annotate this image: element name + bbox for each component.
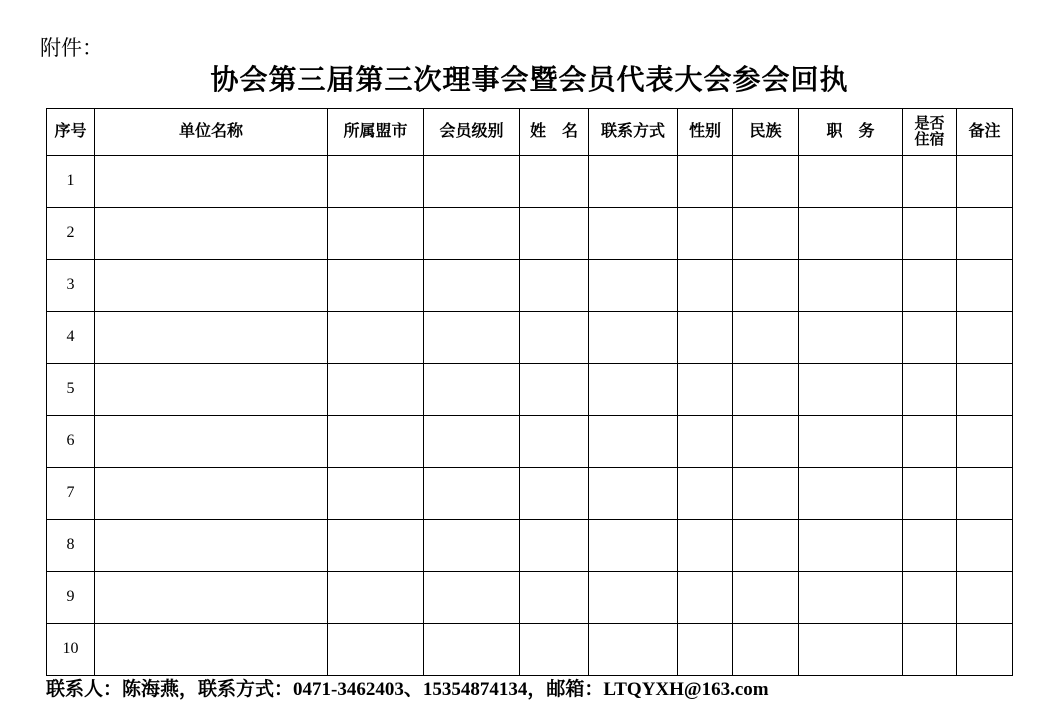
cell-member-level[interactable]	[424, 572, 520, 624]
cell-contact[interactable]	[589, 624, 678, 676]
cell-city[interactable]	[328, 468, 424, 520]
cell-ethnicity[interactable]	[733, 260, 799, 312]
column-header-member-level: 会员级别	[424, 109, 520, 156]
cell-member-level[interactable]	[424, 260, 520, 312]
cell-lodging[interactable]	[903, 156, 957, 208]
cell-unit-name[interactable]	[95, 572, 328, 624]
cell-remark[interactable]	[957, 364, 1013, 416]
cell-seq: 7	[47, 468, 95, 520]
table-row	[47, 416, 1013, 468]
cell-unit-name[interactable]	[95, 260, 328, 312]
table-body	[47, 156, 1013, 676]
column-header-name: 姓 名	[520, 109, 589, 156]
cell-position[interactable]	[799, 260, 903, 312]
table-row	[47, 260, 1013, 312]
cell-lodging[interactable]	[903, 312, 957, 364]
cell-seq: 2	[47, 208, 95, 260]
cell-contact[interactable]	[589, 156, 678, 208]
cell-ethnicity[interactable]	[733, 312, 799, 364]
column-header-seq: 序号	[47, 109, 95, 156]
cell-lodging[interactable]	[903, 208, 957, 260]
cell-contact[interactable]	[589, 520, 678, 572]
cell-remark[interactable]	[957, 520, 1013, 572]
cell-seq: 4	[47, 312, 95, 364]
page-title: 协会第三届第三次理事会暨会员代表大会参会回执	[210, 65, 849, 96]
cell-contact[interactable]	[589, 572, 678, 624]
column-header-lodging-line1: 是否	[914, 115, 945, 132]
cell-city[interactable]	[328, 520, 424, 572]
cell-name[interactable]	[520, 364, 589, 416]
cell-lodging[interactable]	[903, 416, 957, 468]
cell-position[interactable]	[799, 520, 903, 572]
cell-name[interactable]	[520, 156, 589, 208]
cell-position[interactable]	[799, 416, 903, 468]
cell-remark[interactable]	[957, 208, 1013, 260]
cell-city[interactable]	[328, 156, 424, 208]
column-header-contact: 联系方式	[589, 109, 678, 156]
cell-ethnicity[interactable]	[733, 468, 799, 520]
cell-ethnicity[interactable]	[733, 208, 799, 260]
cell-contact[interactable]	[589, 260, 678, 312]
cell-contact[interactable]	[589, 312, 678, 364]
cell-gender[interactable]	[678, 156, 733, 208]
cell-contact[interactable]	[589, 416, 678, 468]
table-header	[47, 109, 1013, 156]
cell-name[interactable]	[520, 468, 589, 520]
cell-name[interactable]	[520, 416, 589, 468]
cell-gender[interactable]	[678, 208, 733, 260]
cell-gender[interactable]	[678, 468, 733, 520]
cell-position[interactable]	[799, 156, 903, 208]
cell-member-level[interactable]	[424, 520, 520, 572]
cell-member-level[interactable]	[424, 156, 520, 208]
cell-member-level[interactable]	[424, 624, 520, 676]
cell-ethnicity[interactable]	[733, 156, 799, 208]
cell-position[interactable]	[799, 312, 903, 364]
cell-remark[interactable]	[957, 416, 1013, 468]
cell-unit-name[interactable]	[95, 468, 328, 520]
cell-unit-name[interactable]	[95, 416, 328, 468]
attachment-label: 附件：	[40, 36, 103, 60]
table-row	[47, 156, 1013, 208]
cell-ethnicity[interactable]	[733, 572, 799, 624]
cell-name[interactable]	[520, 208, 589, 260]
column-header-lodging-line2: 住宿	[914, 132, 945, 148]
cell-lodging[interactable]	[903, 468, 957, 520]
column-header-unit-name: 单位名称	[95, 109, 328, 156]
cell-remark[interactable]	[957, 260, 1013, 312]
cell-ethnicity[interactable]	[733, 520, 799, 572]
table-row	[47, 572, 1013, 624]
cell-member-level[interactable]	[424, 416, 520, 468]
cell-gender[interactable]	[678, 364, 733, 416]
cell-city[interactable]	[328, 312, 424, 364]
cell-lodging[interactable]	[903, 260, 957, 312]
cell-unit-name[interactable]	[95, 364, 328, 416]
column-header-remark: 备注	[957, 109, 1013, 156]
cell-contact[interactable]	[589, 208, 678, 260]
cell-position[interactable]	[799, 572, 903, 624]
cell-lodging[interactable]	[903, 364, 957, 416]
cell-remark[interactable]	[957, 468, 1013, 520]
cell-name[interactable]	[520, 312, 589, 364]
cell-lodging[interactable]	[903, 520, 957, 572]
cell-city[interactable]	[328, 260, 424, 312]
cell-city[interactable]	[328, 208, 424, 260]
cell-position[interactable]	[799, 624, 903, 676]
column-header-position: 职 务	[799, 109, 903, 156]
column-header-city: 所属盟市	[328, 109, 424, 156]
cell-member-level[interactable]	[424, 208, 520, 260]
cell-contact[interactable]	[589, 364, 678, 416]
cell-name[interactable]	[520, 520, 589, 572]
cell-ethnicity[interactable]	[733, 364, 799, 416]
cell-unit-name[interactable]	[95, 312, 328, 364]
table-row	[47, 312, 1013, 364]
column-header-ethnicity: 民族	[733, 109, 799, 156]
cell-unit-name[interactable]	[95, 208, 328, 260]
table-row	[47, 624, 1013, 676]
participation-receipt-table	[46, 108, 1013, 676]
cell-gender[interactable]	[678, 520, 733, 572]
cell-remark[interactable]	[957, 156, 1013, 208]
cell-gender[interactable]	[678, 260, 733, 312]
cell-member-level[interactable]	[424, 468, 520, 520]
cell-remark[interactable]	[957, 624, 1013, 676]
cell-gender[interactable]	[678, 572, 733, 624]
cell-member-level[interactable]	[424, 312, 520, 364]
table-row	[47, 468, 1013, 520]
cell-name[interactable]	[520, 572, 589, 624]
cell-seq: 3	[47, 260, 95, 312]
table-row	[47, 520, 1013, 572]
cell-city[interactable]	[328, 624, 424, 676]
column-header-gender: 性别	[678, 109, 733, 156]
cell-lodging[interactable]	[903, 572, 957, 624]
table-header-row	[47, 109, 1013, 156]
table-row	[47, 364, 1013, 416]
cell-contact[interactable]	[589, 468, 678, 520]
cell-gender[interactable]	[678, 312, 733, 364]
cell-remark[interactable]	[957, 572, 1013, 624]
cell-name[interactable]	[520, 260, 589, 312]
cell-unit-name[interactable]	[95, 624, 328, 676]
cell-city[interactable]	[328, 364, 424, 416]
cell-lodging[interactable]	[903, 624, 957, 676]
cell-city[interactable]	[328, 572, 424, 624]
cell-remark[interactable]	[957, 312, 1013, 364]
cell-ethnicity[interactable]	[733, 416, 799, 468]
table-row	[47, 208, 1013, 260]
cell-ethnicity[interactable]	[733, 624, 799, 676]
cell-position[interactable]	[799, 468, 903, 520]
cell-seq: 9	[47, 572, 95, 624]
cell-name[interactable]	[520, 624, 589, 676]
column-header-lodging	[903, 109, 957, 156]
cell-gender[interactable]	[678, 416, 733, 468]
cell-member-level[interactable]	[424, 364, 520, 416]
cell-unit-name[interactable]	[95, 520, 328, 572]
cell-city[interactable]	[328, 416, 424, 468]
cell-seq: 10	[47, 624, 95, 676]
cell-seq: 6	[47, 416, 95, 468]
cell-seq: 5	[47, 364, 95, 416]
cell-position[interactable]	[799, 208, 903, 260]
cell-gender[interactable]	[678, 624, 733, 676]
footer-contact-info: 联系人：陈海燕，联系方式：0471-3462403、15354874134，邮箱：LTQYXH@163.com	[46, 679, 769, 700]
cell-unit-name[interactable]	[95, 156, 328, 208]
cell-seq: 1	[47, 156, 95, 208]
cell-seq: 8	[47, 520, 95, 572]
cell-position[interactable]	[799, 364, 903, 416]
